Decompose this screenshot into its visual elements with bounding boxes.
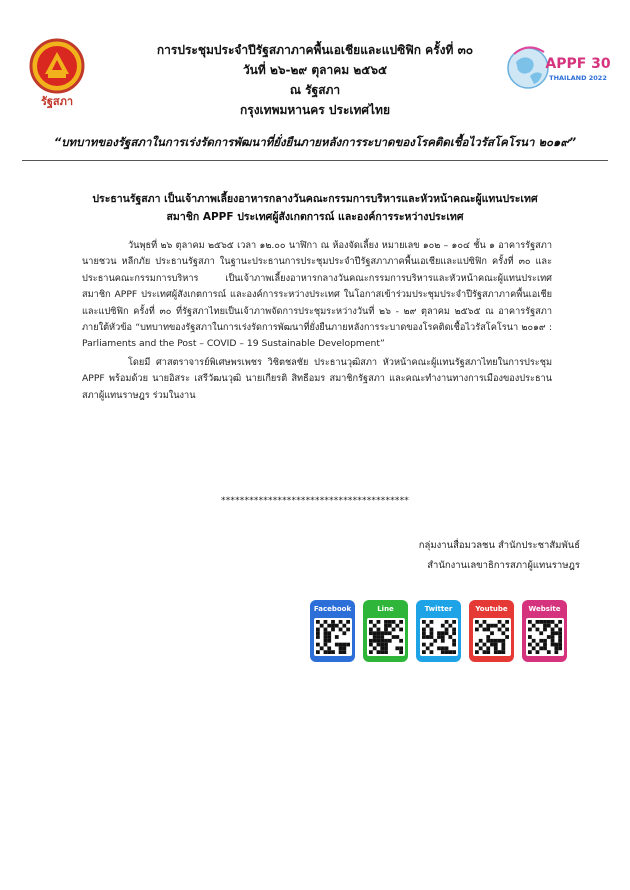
social-qr-cards [310,600,567,662]
header-line-2: วันที่ ๒๖-๒๙ ตุลาคม ๒๕๖๕ [242,63,388,77]
social-card-label: Twitter [424,605,453,613]
website-qr-icon[interactable] [526,618,564,656]
news-headline [60,190,570,226]
body-paragraph-1: วันพุธที่ ๒๖ ตุลาคม ๒๕๖๕ เวลา ๑๒.๐๐ นาฬิกา ณ ห้องจัดเลี้ยง หมายเลข ๑๐๒ – ๑๐๔ ชั้น ๑ อาคารรัฐสภา นายชวน หลีกภัย ประธานรัฐสภา ในฐานะประธานการประชุมประจำปีรัฐสภาภาคพื้นเอเชียและแปซิฟิก ครั้งที่ ๓๐ และประธานคณะกรรมการบริหาร เป็นเจ้าภาพเลี้ยงอาหารกลางวันคณะกรรมการบริหารและหัวหน้าคณะผู้แทนประเทศสมาชิก APPF ประเทศผู้สังเกตการณ์ และองค์การระหว่างประเทศ ในโอกาสเข้าร่วมประชุมประจำปีรัฐสภาภาคพื้นเอเชียและแปซิฟิก ครั้งที่ ๓๐ ที่รัฐสภาไทยเป็นเจ้าภาพจัดการประชุมระหว่างวันที่ ๒๖ - ๒๙ ตุลาคม ๒๕๖๕ ณ อาคารรัฐสภา ภายใต้หัวข้อ “บทบาทของรัฐสภาในการเร่งรัดการพัฒนาที่ยั่งยืนภายหลังการระบาดของโรคติดเชื้อไวรัสโคโรนา ๒๐๑๙ : Parliaments and the Post – COVID – 19 Sustainable Development” [82,240,552,350]
meeting-header [0,40,630,120]
youtube-qr-icon[interactable] [473,618,511,656]
headline-line-2: สมาชิก APPF ประเทศผู้สังเกตการณ์ และองค์การระหว่างประเทศ [166,211,464,223]
appf30-title: APPF 30 [545,56,610,72]
facebook-qr-icon[interactable] [314,618,352,656]
line-qr-icon[interactable] [367,618,405,656]
header-line-1: การประชุมประจำปีรัฐสภาภาคพื้นเอเชียและแปซิฟิก ครั้งที่ ๓๐ [156,43,474,57]
headline-line-1: ประธานรัฐสภา เป็นเจ้าภาพเลี้ยงอาหารกลางวันคณะกรรมการบริหารและหัวหน้าคณะผู้แทนประเทศ [92,193,538,205]
header-line-3: ณ รัฐสภา [289,83,341,97]
signature-block [419,536,580,576]
twitter-qr-icon[interactable] [420,618,458,656]
signature-line-1: กลุ่มงานสื่อมวลชน สำนักประชาสัมพันธ์ [418,540,580,551]
news-body [82,238,552,406]
social-card-label: Line [377,605,394,613]
social-card-label: Youtube [475,605,508,613]
signature-line-2: สำนักงานเลขาธิการสภาผู้แทนราษฎร [427,560,580,571]
social-card-line[interactable] [363,600,408,662]
social-card-facebook[interactable] [310,600,355,662]
star-separator: **************************************** [221,496,409,506]
theme-quote: “บทบาทของรัฐสภาในการเร่งรัดการพัฒนาที่ยั่งยืนภายหลังการระบาดของโรคติดเชื้อไวรัสโคโรนา ๒๐๑๙” [53,135,577,149]
social-card-label: Facebook [313,605,352,613]
social-card-website[interactable] [522,600,567,662]
appf30-subtitle: THAILAND 2022 [549,74,607,82]
parliament-logo-caption: รัฐสภา [40,95,74,108]
social-card-twitter[interactable] [416,600,461,662]
body-paragraph-2: โดยมี ศาสตราจารย์พิเศษพรเพชร วิชิตชลชัย ประธานวุฒิสภา หัวหน้าคณะผู้แทนรัฐสภาไทยในการประชุม APPF พร้อมด้วย นายอิสระ เสรีวัฒนวุฒิ นายเกียรติ สิทธีอมร สมาชิกรัฐสภา และคณะทำงานทางการเมืองของประธานสภาผู้แทนราษฎร ร่วมในงาน [82,356,552,401]
social-card-label: Website [528,605,561,613]
header-divider [22,160,608,161]
header-line-4: กรุงเทพมหานคร ประเทศไทย [239,103,391,117]
social-card-youtube[interactable] [469,600,514,662]
